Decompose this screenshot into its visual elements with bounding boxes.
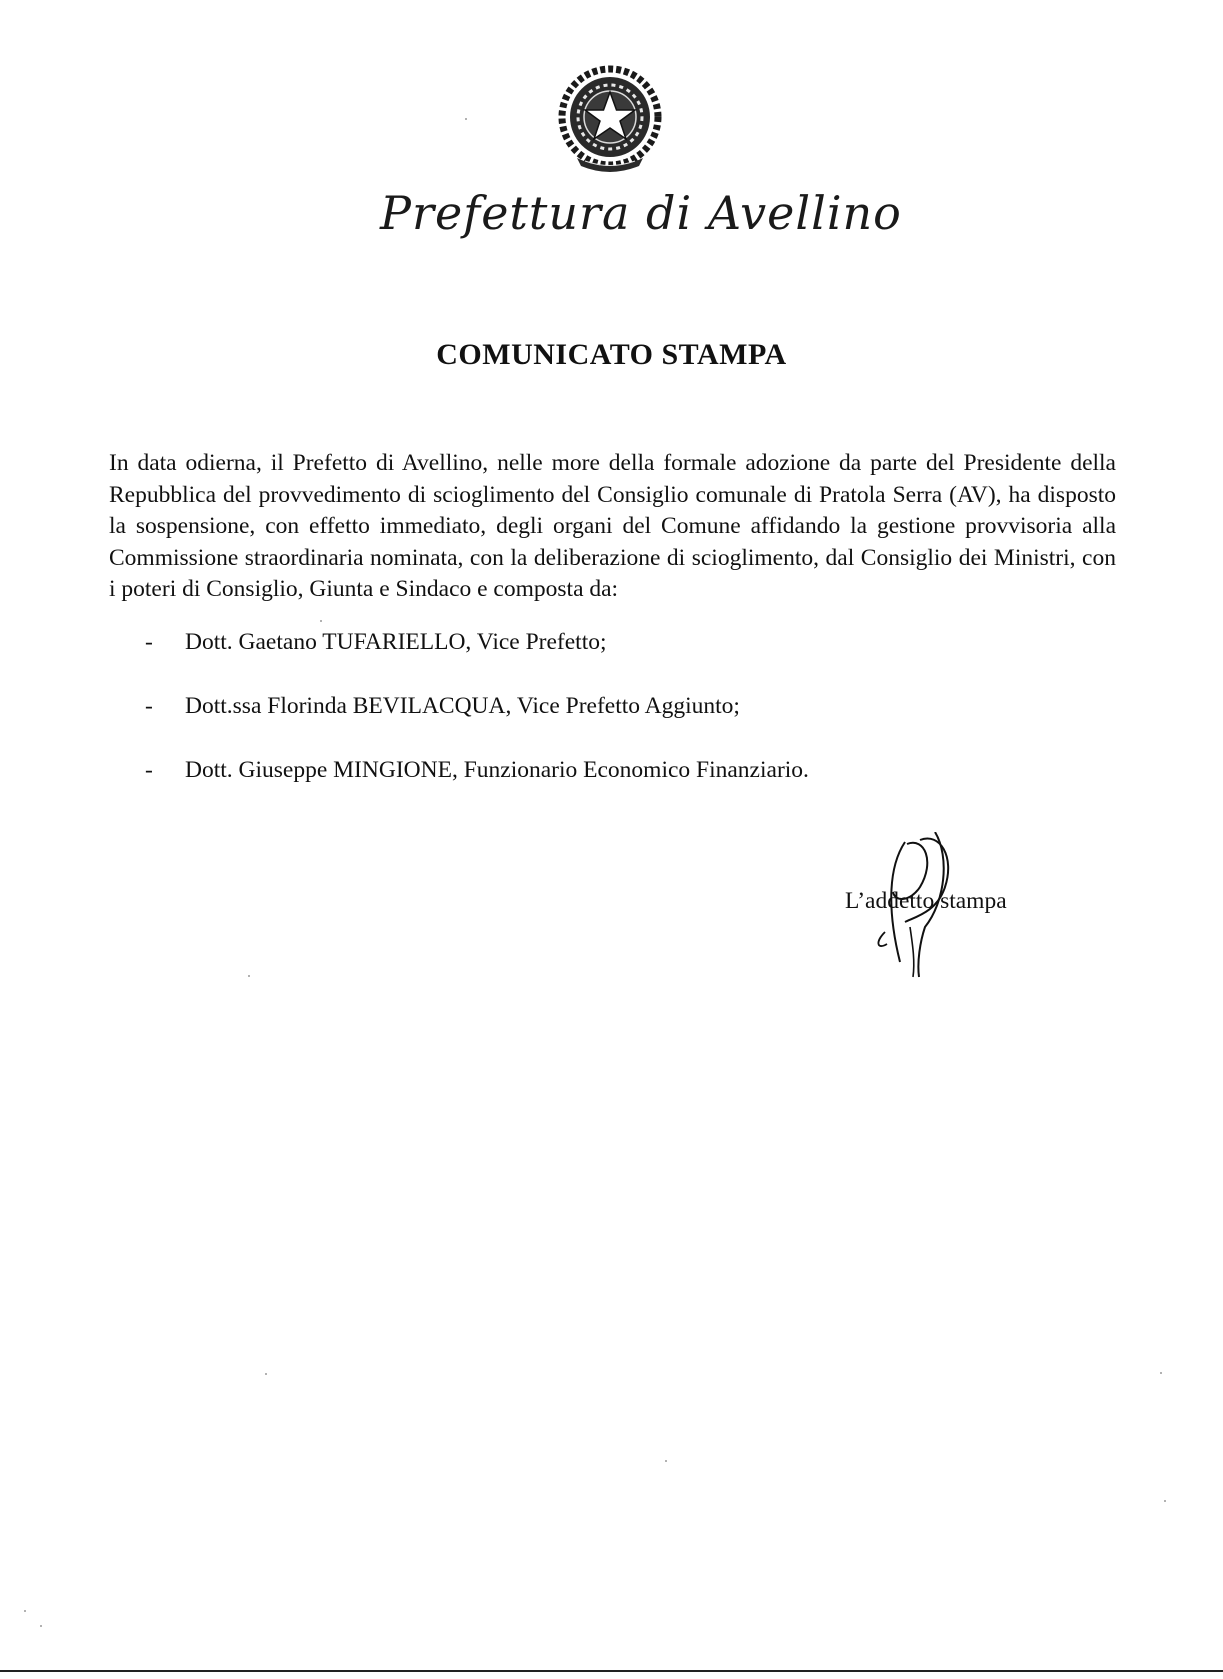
scan-speck <box>40 1625 42 1627</box>
scan-speck <box>24 1610 26 1612</box>
signatory-role: L’addetto stampa <box>845 888 1007 914</box>
page-bottom-edge <box>0 1670 1223 1672</box>
list-item <box>145 691 809 755</box>
member-entry: Dott. Gaetano TUFARIELLO, Vice Prefetto; <box>185 629 607 655</box>
member-entry: Dott.ssa Florinda BEVILACQUA, Vice Prefetto Aggiunto; <box>185 693 740 719</box>
scan-speck <box>248 975 250 977</box>
scan-speck <box>465 118 467 120</box>
list-bullet: - <box>145 693 153 719</box>
emblem-of-italy-icon <box>555 62 665 177</box>
list-bullet: - <box>145 757 153 783</box>
handwritten-signature-icon <box>865 832 995 980</box>
issuer-name: Prefettura di Avellino <box>380 186 902 240</box>
list-bullet: - <box>145 629 153 655</box>
member-entry: Dott. Giuseppe MINGIONE, Funzionario Economico Finanziario. <box>185 757 809 783</box>
scan-speck <box>265 1373 267 1375</box>
scan-speck <box>1160 1372 1162 1374</box>
document-title: COMUNICATO STAMPA <box>436 338 787 371</box>
commission-members-list <box>145 627 809 819</box>
list-item <box>145 755 809 819</box>
body-paragraph: In data odierna, il Prefetto di Avellino, nelle more della formale adozione da parte del Presidente della Repubblica del provvedimento di scioglimento del Consiglio comunale di Pratola Serra (AV), ha disposto la sospensione, con effetto immediato, degli organi del Comune affidando la gestione provvisoria alla Commissione straordinaria nominata, con la deliberazione di scioglimento, dal Consiglio dei Ministri, con i poteri di Consiglio, Giunta e Sindaco e composta da: <box>109 450 1116 602</box>
scan-speck <box>1164 1500 1166 1502</box>
scan-speck <box>320 620 322 622</box>
list-item <box>145 627 809 691</box>
scan-speck <box>665 1460 667 1462</box>
